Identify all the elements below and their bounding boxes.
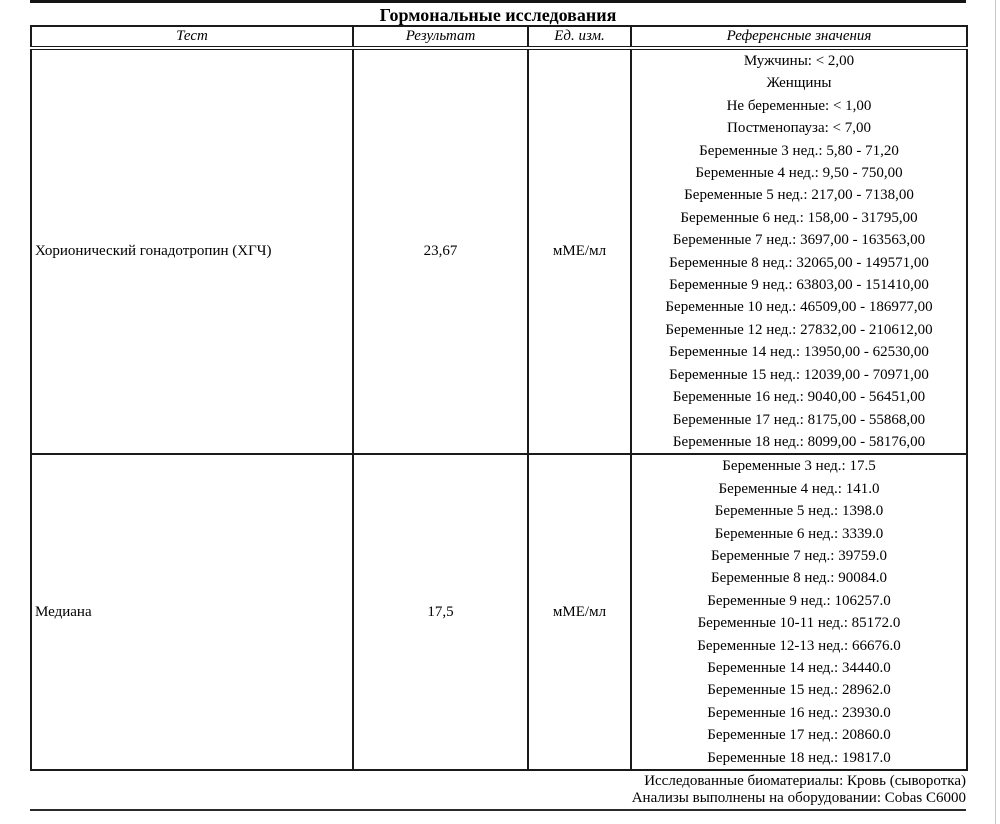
column-header-unit: Ед. изм. xyxy=(528,26,631,48)
reference-line: Беременные 14 нед.: 13950,00 - 62530,00 xyxy=(669,344,929,361)
reference-line: Мужчины: < 2,00 xyxy=(743,53,855,69)
result-value-cell: 23,67 xyxy=(353,48,528,454)
table-header-row xyxy=(31,26,967,48)
reference-line: Не беременные: < 1,00 xyxy=(726,97,872,114)
reference-line: Постменопауза: < 7,00 xyxy=(727,120,871,137)
reference-line: Беременные 18 нед.: 19817.0 xyxy=(707,749,891,766)
reference-values-cell xyxy=(631,454,967,770)
page-edge-line xyxy=(995,0,996,824)
reference-line: Беременные 6 нед.: 158,00 - 31795,00 xyxy=(680,209,918,226)
reference-line: Беременные 8 нед.: 32065,00 - 149571,00 xyxy=(669,254,929,271)
reference-line: Беременные 16 нед.: 23930.0 xyxy=(707,704,891,721)
reference-line: Беременные 8 нед.: 90084.0 xyxy=(711,570,887,587)
reference-line: Беременные 3 нед.: 17.5 xyxy=(722,458,876,475)
reference-line: Беременные 16 нед.: 9040,00 - 56451,00 xyxy=(672,389,926,406)
result-value-cell: 17,5 xyxy=(353,454,528,770)
reference-line: Беременные 4 нед.: 141.0 xyxy=(718,480,880,497)
hormone-results-table xyxy=(30,25,968,771)
top-divider-rule xyxy=(30,0,966,3)
test-name-cell: Медиана xyxy=(31,454,353,770)
reference-line: Беременные 12-13 нед.: 66676.0 xyxy=(697,637,901,654)
reference-line: Беременные 18 нед.: 8099,00 - 58176,00 xyxy=(672,433,926,450)
test-name-cell: Хорионический гонадотропин (ХГЧ) xyxy=(31,48,353,454)
unit-cell: мМЕ/мл xyxy=(528,48,631,454)
reference-line: Беременные 5 нед.: 1398.0 xyxy=(714,503,884,520)
unit-cell: мМЕ/мл xyxy=(528,454,631,770)
report-section-title: Гормональные исследования xyxy=(379,5,617,25)
reference-line: Беременные 5 нед.: 217,00 - 7138,00 xyxy=(684,187,914,204)
reference-line: Беременные 4 нед.: 9,50 - 750,00 xyxy=(695,165,903,182)
reference-line: Беременные 7 нед.: 3697,00 - 163563,00 xyxy=(672,232,926,249)
bottom-divider-rule xyxy=(30,809,966,811)
reference-line: Беременные 14 нед.: 34440.0 xyxy=(707,659,891,676)
equipment-note: Анализы выполнены на оборудовании: Cobas C6000 xyxy=(631,790,966,806)
reference-line: Беременные 15 нед.: 12039,00 - 70971,00 xyxy=(669,366,929,383)
reference-values-cell xyxy=(631,48,967,454)
reference-line: Беременные 10 нед.: 46509,00 - 186977,00 xyxy=(665,299,933,316)
table-row xyxy=(31,48,967,454)
column-header-test: Тест xyxy=(31,26,353,48)
table-row xyxy=(31,454,967,770)
column-header-reference: Референсные значения xyxy=(631,26,967,48)
reference-line: Беременные 17 нед.: 20860.0 xyxy=(707,727,891,744)
reference-line: Беременные 7 нед.: 39759.0 xyxy=(711,547,887,564)
reference-line: Беременные 17 нед.: 8175,00 - 55868,00 xyxy=(672,411,926,428)
biomaterial-note: Исследованные биоматериалы: Кровь (сыворотка) xyxy=(644,773,966,789)
reference-line: Беременные 3 нед.: 5,80 - 71,20 xyxy=(699,142,899,159)
reference-line: Беременные 6 нед.: 3339.0 xyxy=(714,525,884,542)
reference-line: Беременные 12 нед.: 27832,00 - 210612,00 xyxy=(665,321,933,338)
lab-table-body xyxy=(31,48,967,770)
reference-line: Беременные 10-11 нед.: 85172.0 xyxy=(697,615,901,632)
report-footer xyxy=(30,771,966,807)
reference-line: Беременные 15 нед.: 28962.0 xyxy=(707,682,891,699)
reference-line: Беременные 9 нед.: 106257.0 xyxy=(707,592,891,609)
column-header-result: Результат xyxy=(353,26,528,48)
reference-line: Женщины xyxy=(766,75,832,92)
lab-report-document xyxy=(30,0,966,811)
reference-line: Беременные 9 нед.: 63803,00 - 151410,00 xyxy=(669,277,929,294)
